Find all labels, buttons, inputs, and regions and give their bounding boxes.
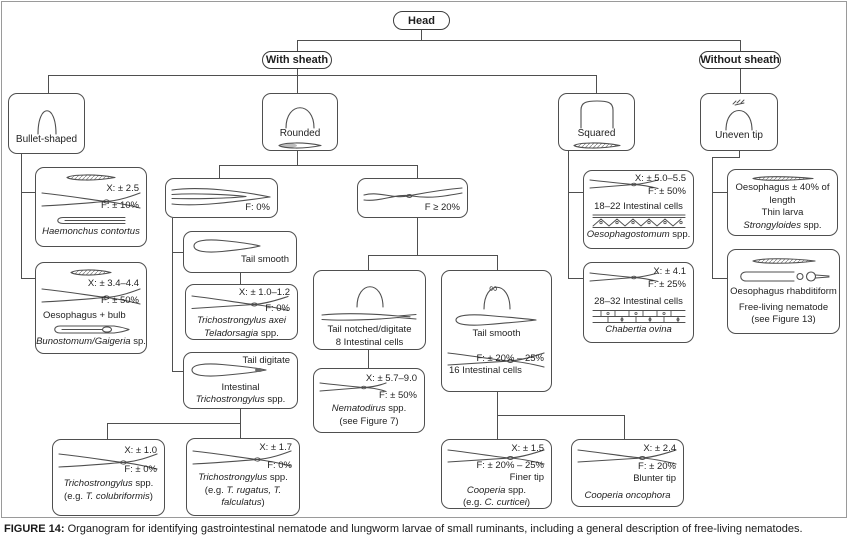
f-value: F: ± 50% [101,294,139,306]
species-label: Cooperia spp. [466,484,527,496]
connector [497,415,625,416]
x-value: X: ± 2.5 [106,183,139,194]
connector [107,423,241,424]
f-value: F: ± 25% [648,278,686,290]
species-label: Teladorsagia spp. [204,327,279,339]
node-rounded [262,93,338,151]
cells-label: 16 Intestinal cells [449,365,522,376]
connector [172,218,173,372]
node-head [393,11,450,30]
node-f-20-label: F ≥ 20% [424,202,460,213]
node-tail-smooth-1 [183,231,297,273]
tail-smooth-icon [192,237,264,255]
connector [297,40,298,51]
larva-hatched-icon [69,268,113,277]
thin-larva-label: Thin larva [761,207,804,218]
connector [48,75,49,93]
thin-larva-icon [751,175,815,182]
connector [712,192,727,193]
example-label: (e.g. T. colubriformis) [64,490,153,502]
node-tail-smooth-1-label: Tail smooth [240,254,289,265]
f-value: F: ± 20% – 25% [476,352,544,364]
species-label: Strongyloides spp. [743,219,822,231]
connector [624,415,625,439]
f-value: F: ± 0% [124,463,157,475]
node-tail-digitate [183,352,298,409]
oesophagus-rhabditiform-label: Oesophagus rhabditiform [730,286,837,297]
x-value: X: ± 3.4–4.4 [87,278,139,289]
f-value: F: 0% [265,302,290,314]
species-label: Nematodirus spp. [331,403,407,414]
figure-caption-prefix: FIGURE 14: [4,523,65,535]
connector [219,165,220,178]
node-uneven-tip-label: Uneven tip [715,130,763,141]
connector [219,165,418,166]
node-bullet-shaped-label: Bullet-shaped [15,134,78,145]
node-cooperia-spp [441,439,552,509]
connector [297,75,298,93]
larva-hatched-icon [751,257,817,265]
connector [568,278,583,279]
node-haemonchus [35,167,147,247]
figure-caption-text: Organogram for identifying gastrointestinal nematode and lungworm larvae of small ruminants, including a general description of free-living nematodes. [64,523,803,535]
node-tail-notched [313,270,426,350]
node-with-sheath-label: With sheath [265,54,329,66]
node-without-sheath [699,51,781,69]
oesophagus-bulb-icon [50,323,132,336]
node-with-sheath [262,51,332,69]
node-tail-digitate-label: Tail digitate [242,355,290,366]
node-f-0 [165,178,278,218]
rounded-arch-icon [344,277,396,307]
node-f-0-label: F: 0% [245,202,270,213]
x-value: X: ± 4.1 [653,266,686,277]
node-tail-notched-label: Tail notched/digitate [327,324,412,335]
larva-hatched-icon [572,141,622,150]
intestinal-label: Intestinal [221,381,260,393]
connector [712,278,727,279]
connector [172,252,183,253]
x-value: X: ± 5.7–9.0 [365,373,417,384]
tip-label: Blunter tip [633,473,676,484]
node-chabertia [583,262,694,343]
node-uneven-tip [700,93,778,151]
node-f-20 [357,178,468,218]
larva-icon [277,141,323,150]
x-value: X: ± 2.4 [643,443,676,454]
node-squared-label: Squared [577,128,616,139]
node-trich-colubriformis [52,439,165,516]
connector [48,75,597,76]
connector [568,151,569,279]
node-tail-smooth-2 [441,270,552,392]
species-label: Trichostrongylus spp. [195,394,286,405]
see-figure-label: (see Figure 7) [339,415,399,427]
connector [497,255,498,270]
uneven-tip-arch-icon [713,98,765,130]
connector [297,151,298,166]
oesophagus-bulb-label: Oesophagus + bulb [43,310,126,321]
connector [368,255,369,270]
connector [368,350,369,368]
node-rounded-label: Rounded [279,128,321,139]
connector [497,415,498,439]
node-without-sheath-label: Without sheath [700,54,780,66]
connector [107,423,108,439]
f-value: F: 0% [267,459,292,471]
connector [712,157,740,158]
free-living-label: Free-living nematode [738,301,829,313]
tail-notched-icon [320,309,420,324]
connector [568,192,583,193]
species-label: Chabertia ovina [605,323,672,335]
x-value: X: ± 5.0–5.5 [634,173,686,184]
node-trich-rugatus [186,438,300,516]
f-value: F: ± 50% [648,185,686,197]
rhabditiform-oesophagus-icon [736,269,832,284]
node-bunostomum [35,262,147,354]
connector [21,278,35,279]
rounded-arch-icon [274,98,326,128]
node-tail-smooth-2-label: Tail smooth [472,328,521,339]
connector [240,409,241,424]
connector [172,371,183,372]
squared-arch-icon [571,98,623,128]
node-cooperia-oncophora [571,439,684,507]
intestinal-cells-brick-icon [591,309,687,324]
f-value: F: ± 50% [379,389,417,401]
infinity-icon: ∞ [489,281,498,295]
cells-label: 8 Intestinal cells [335,336,404,348]
species-label: Trichostrongylus axei [196,315,287,326]
connector [297,40,741,41]
oesophagus-icon [53,215,129,226]
x-value: X: ± 1.7 [259,442,292,453]
connector [417,165,418,178]
cells-label: 18–22 Intestinal cells [594,201,683,212]
species-label: Cooperia oncophora [584,489,671,501]
connector [596,75,597,93]
connector [368,255,498,256]
see-figure-label: (see Figure 13) [751,314,816,325]
x-value: X: ± 1.0 [124,445,157,456]
f-value: F: ± 10% [101,199,139,211]
example-label: (e.g. C. curticei) [462,497,531,508]
species-label: Oesophagostomum spp. [586,228,691,240]
f-value: F: ± 20% [638,460,676,472]
species-label: Haemonchus contortus [42,226,140,237]
oesophagus-length-label: Oesophagus ± 40% of length [735,182,830,206]
connector [740,68,741,93]
connector [240,273,241,284]
connector [21,192,35,193]
connector [712,157,713,279]
species-label: Bunostomum/Gaigeria sp. [36,335,146,347]
connector [240,423,241,438]
connector [740,40,741,51]
cells-label: 28–32 Intestinal cells [594,296,683,307]
connector [497,392,498,415]
figure-caption [4,522,848,536]
node-oesophagostomum [583,170,694,249]
node-free-living [727,249,840,334]
connector [21,153,22,279]
species-label: Trichostrongylus spp. [63,478,154,489]
node-bullet-shaped [8,93,85,154]
x-value: X: ± 1.5 [511,443,544,454]
larva-hatched-icon [65,173,117,182]
node-trich-axei [185,284,298,340]
node-head-label: Head [408,14,435,27]
tail-smooth-icon [454,312,540,328]
node-nematodirus [313,368,425,433]
node-squared [558,93,635,151]
intestinal-cells-zigzag-icon [591,214,687,229]
example-label: (e.g. T. rugatus, T. falculatus) [204,484,282,508]
node-strongyloides [727,169,838,236]
x-value: X: ± 1.0–1.2 [238,287,290,298]
bullet-arch-icon [21,98,73,134]
species-label: Trichostrongylus spp. [198,472,288,483]
connector [417,218,418,256]
f-value: F: ± 20% – 25% [476,459,544,471]
tip-label: Finer tip [509,472,544,483]
